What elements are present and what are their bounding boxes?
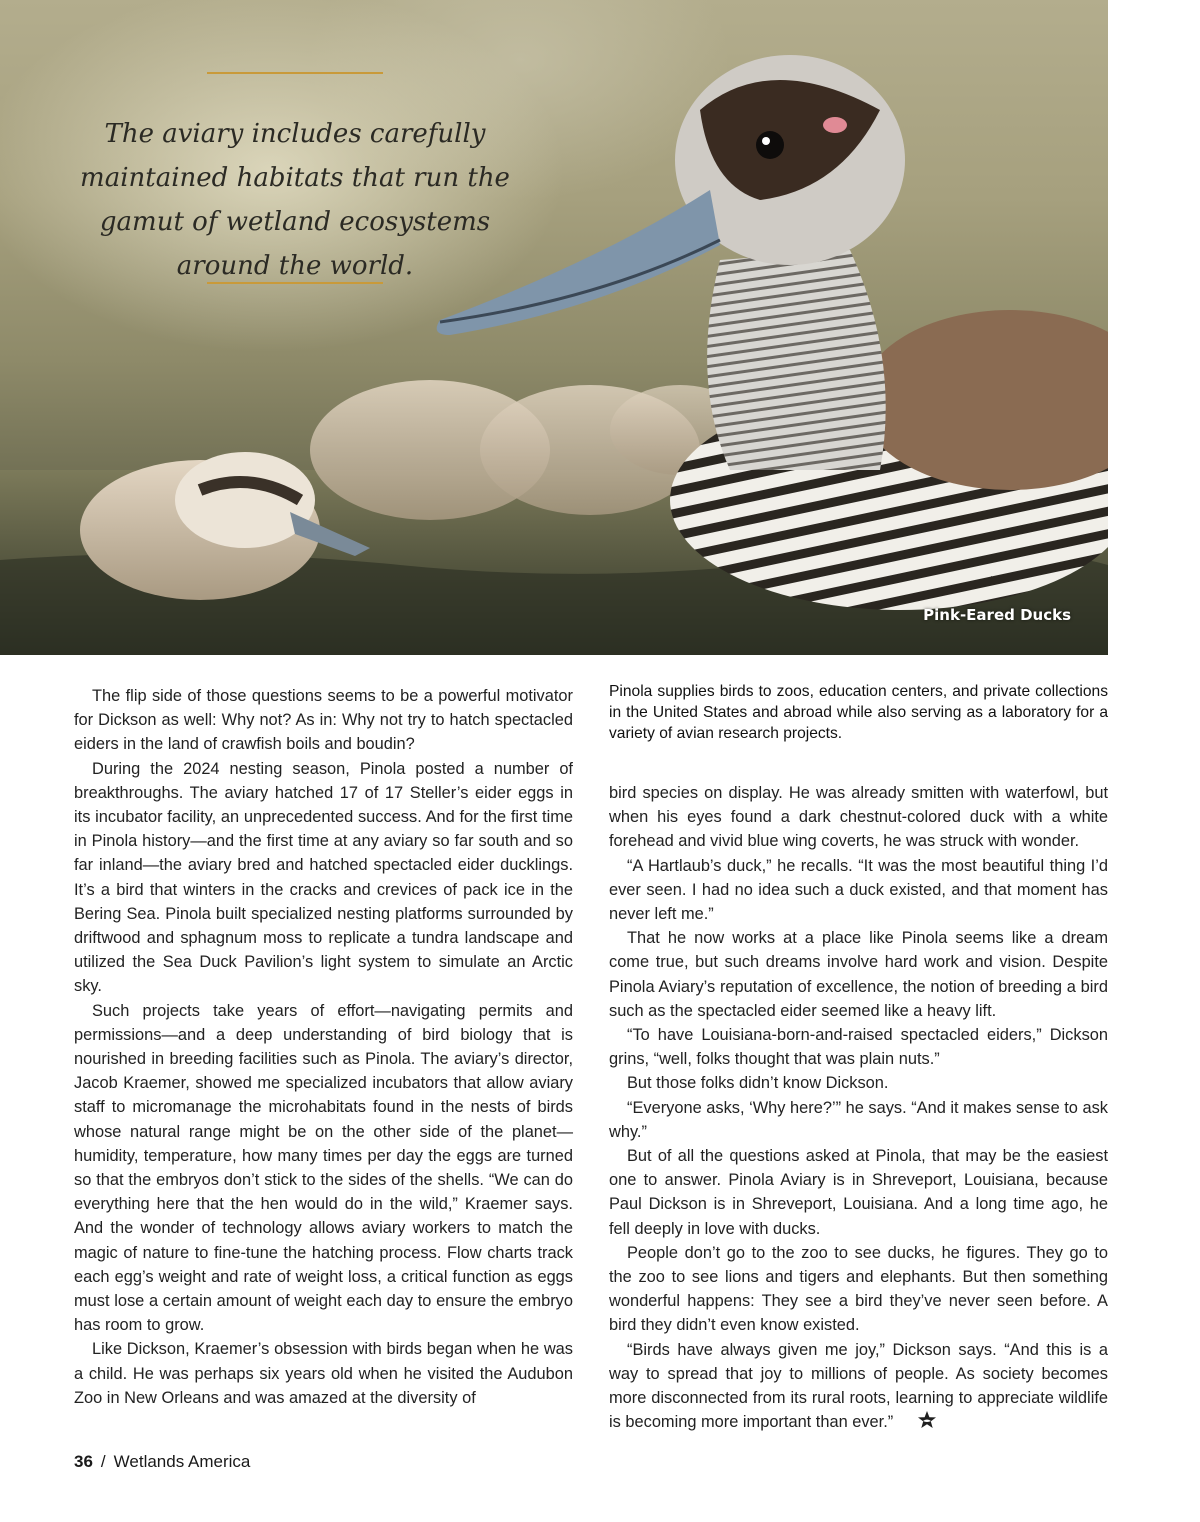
paragraph: bird species on display. He was already smitten with waterfowl, but when his eyes found a dark chestnut-colored duck with a white forehead and vivid blue wing coverts, he was struck with wonder. — [609, 784, 1108, 851]
hero-photo — [0, 0, 1108, 655]
page-number: 36 — [74, 1452, 93, 1471]
final-paragraph-text: “Birds have always given me joy,” Dickson says. “And this is a way to spread that joy to millions of people. As society becomes more disconnected from its rural roots, learning to appreciate wildlife is becoming more important than ever.” — [609, 1340, 1108, 1432]
footer-separator: / — [100, 1452, 106, 1471]
article-column-left — [74, 684, 573, 1410]
paragraph: That he now works at a place like Pinola seems like a dream come true, but such dreams involve hard work and vision. Despite Pinola Aviary’s reputation of excellence, the notion of breeding a bird such as the spectacled eider seemed like a heavy lift. — [609, 929, 1108, 1020]
paragraph: Like Dickson, Kraemer’s obsession with birds began when he was a child. He was perhaps six years old when he visited the Audubon Zoo in New Orleans and was amazed at the diversity of — [74, 1340, 573, 1407]
article-column-right — [609, 781, 1108, 1437]
paragraph: “Everyone asks, ‘Why here?’” he says. “And it makes sense to ask why.” — [609, 1098, 1108, 1141]
paragraph: Such projects take years of effort—navigating permits and permissions—and a deep understanding of bird biology that is nourished in breeding facilities such as Pinola. The aviary’s director, Jacob Kraemer, showed me specialized incubators that allow aviary staff to micromanage the microhabitats found in the nests of birds whose natural range might be on the other side of the planet—humidity, temperature, how many times per day the eggs are turned so that the embryos don’t stick to the sides of the shells. “We can do everything here that the hen would do in the wild,” Kraemer says. And the wonder of technology allows aviary workers to match the magic of nature to fine-tune the hatching process. Flow charts track each egg’s weight and rate of weight loss, a critical function as eggs must lose a certain amount of weight each day to ensure the embryo has room to grow. — [74, 1001, 573, 1335]
duck-star-end-icon — [899, 1410, 937, 1437]
pink-eared-ducks-illustration — [0, 0, 1108, 655]
paragraph-final — [609, 1338, 1108, 1438]
quote-rule-top — [207, 72, 383, 74]
paragraph: “To have Louisiana-born-and-raised spectacled eiders,” Dickson grins, “well, folks thought that was plain nuts.” — [609, 1026, 1108, 1069]
paragraph: During the 2024 nesting season, Pinola posted a number of breakthroughs. The aviary hatched 17 of 17 Steller’s eider eggs in its incubator facility, an unprecedented success. And for the first time in Pinola history—and the first time at any aviary so far south and so far inland—the aviary bred and hatched spectacled eider ducklings. It’s a bird that winters in the cracks and crevices of pack ice in the Bering Sea. Pinola built specialized nesting platforms surrounded by driftwood and sphagnum moss to replicate a tundra landscape and utilized the Sea Duck Pavilion’s light system to simulate an Arctic sky. — [74, 759, 573, 996]
photo-caption: Pink-Eared Ducks — [923, 606, 1071, 624]
publication-name: Wetlands America — [113, 1452, 251, 1471]
pull-quote: The aviary includes carefully maintained habitats that run the gamut of wetland ecosystems around the world. — [80, 119, 510, 281]
callout-text: Pinola supplies birds to zoos, education centers, and private collections in the United States and abroad while also serving as a laboratory for a variety of avian research projects. — [609, 683, 1108, 742]
paragraph: But of all the questions asked at Pinola, that may be the easiest one to answer. Pinola Aviary is in Shreveport, Louisiana, because Paul Dickson is in Shreveport, Louisiana. And a long time ago, he fell deeply in love with ducks. — [609, 1147, 1108, 1238]
paragraph: People don’t go to the zoo to see ducks, he figures. They go to the zoo to see lions and tigers and elephants. But then something wonderful happens: They see a bird they’ve never seen before. A bird they didn’t even know existed. — [609, 1243, 1108, 1335]
quote-rule-bottom — [207, 282, 383, 284]
paragraph: “A Hartlaub’s duck,” he recalls. “It was the most beautiful thing I’d ever seen. I had no idea such a duck existed, and that moment has never left me.” — [609, 856, 1108, 924]
paragraph: The flip side of those questions seems to be a powerful motivator for Dickson as well: Why not? As in: Why not try to hatch spectacled eiders in the land of crawfish boils and boudin? — [74, 687, 573, 754]
paragraph: But those folks didn’t know Dickson. — [627, 1074, 889, 1093]
page-footer — [74, 1452, 250, 1472]
